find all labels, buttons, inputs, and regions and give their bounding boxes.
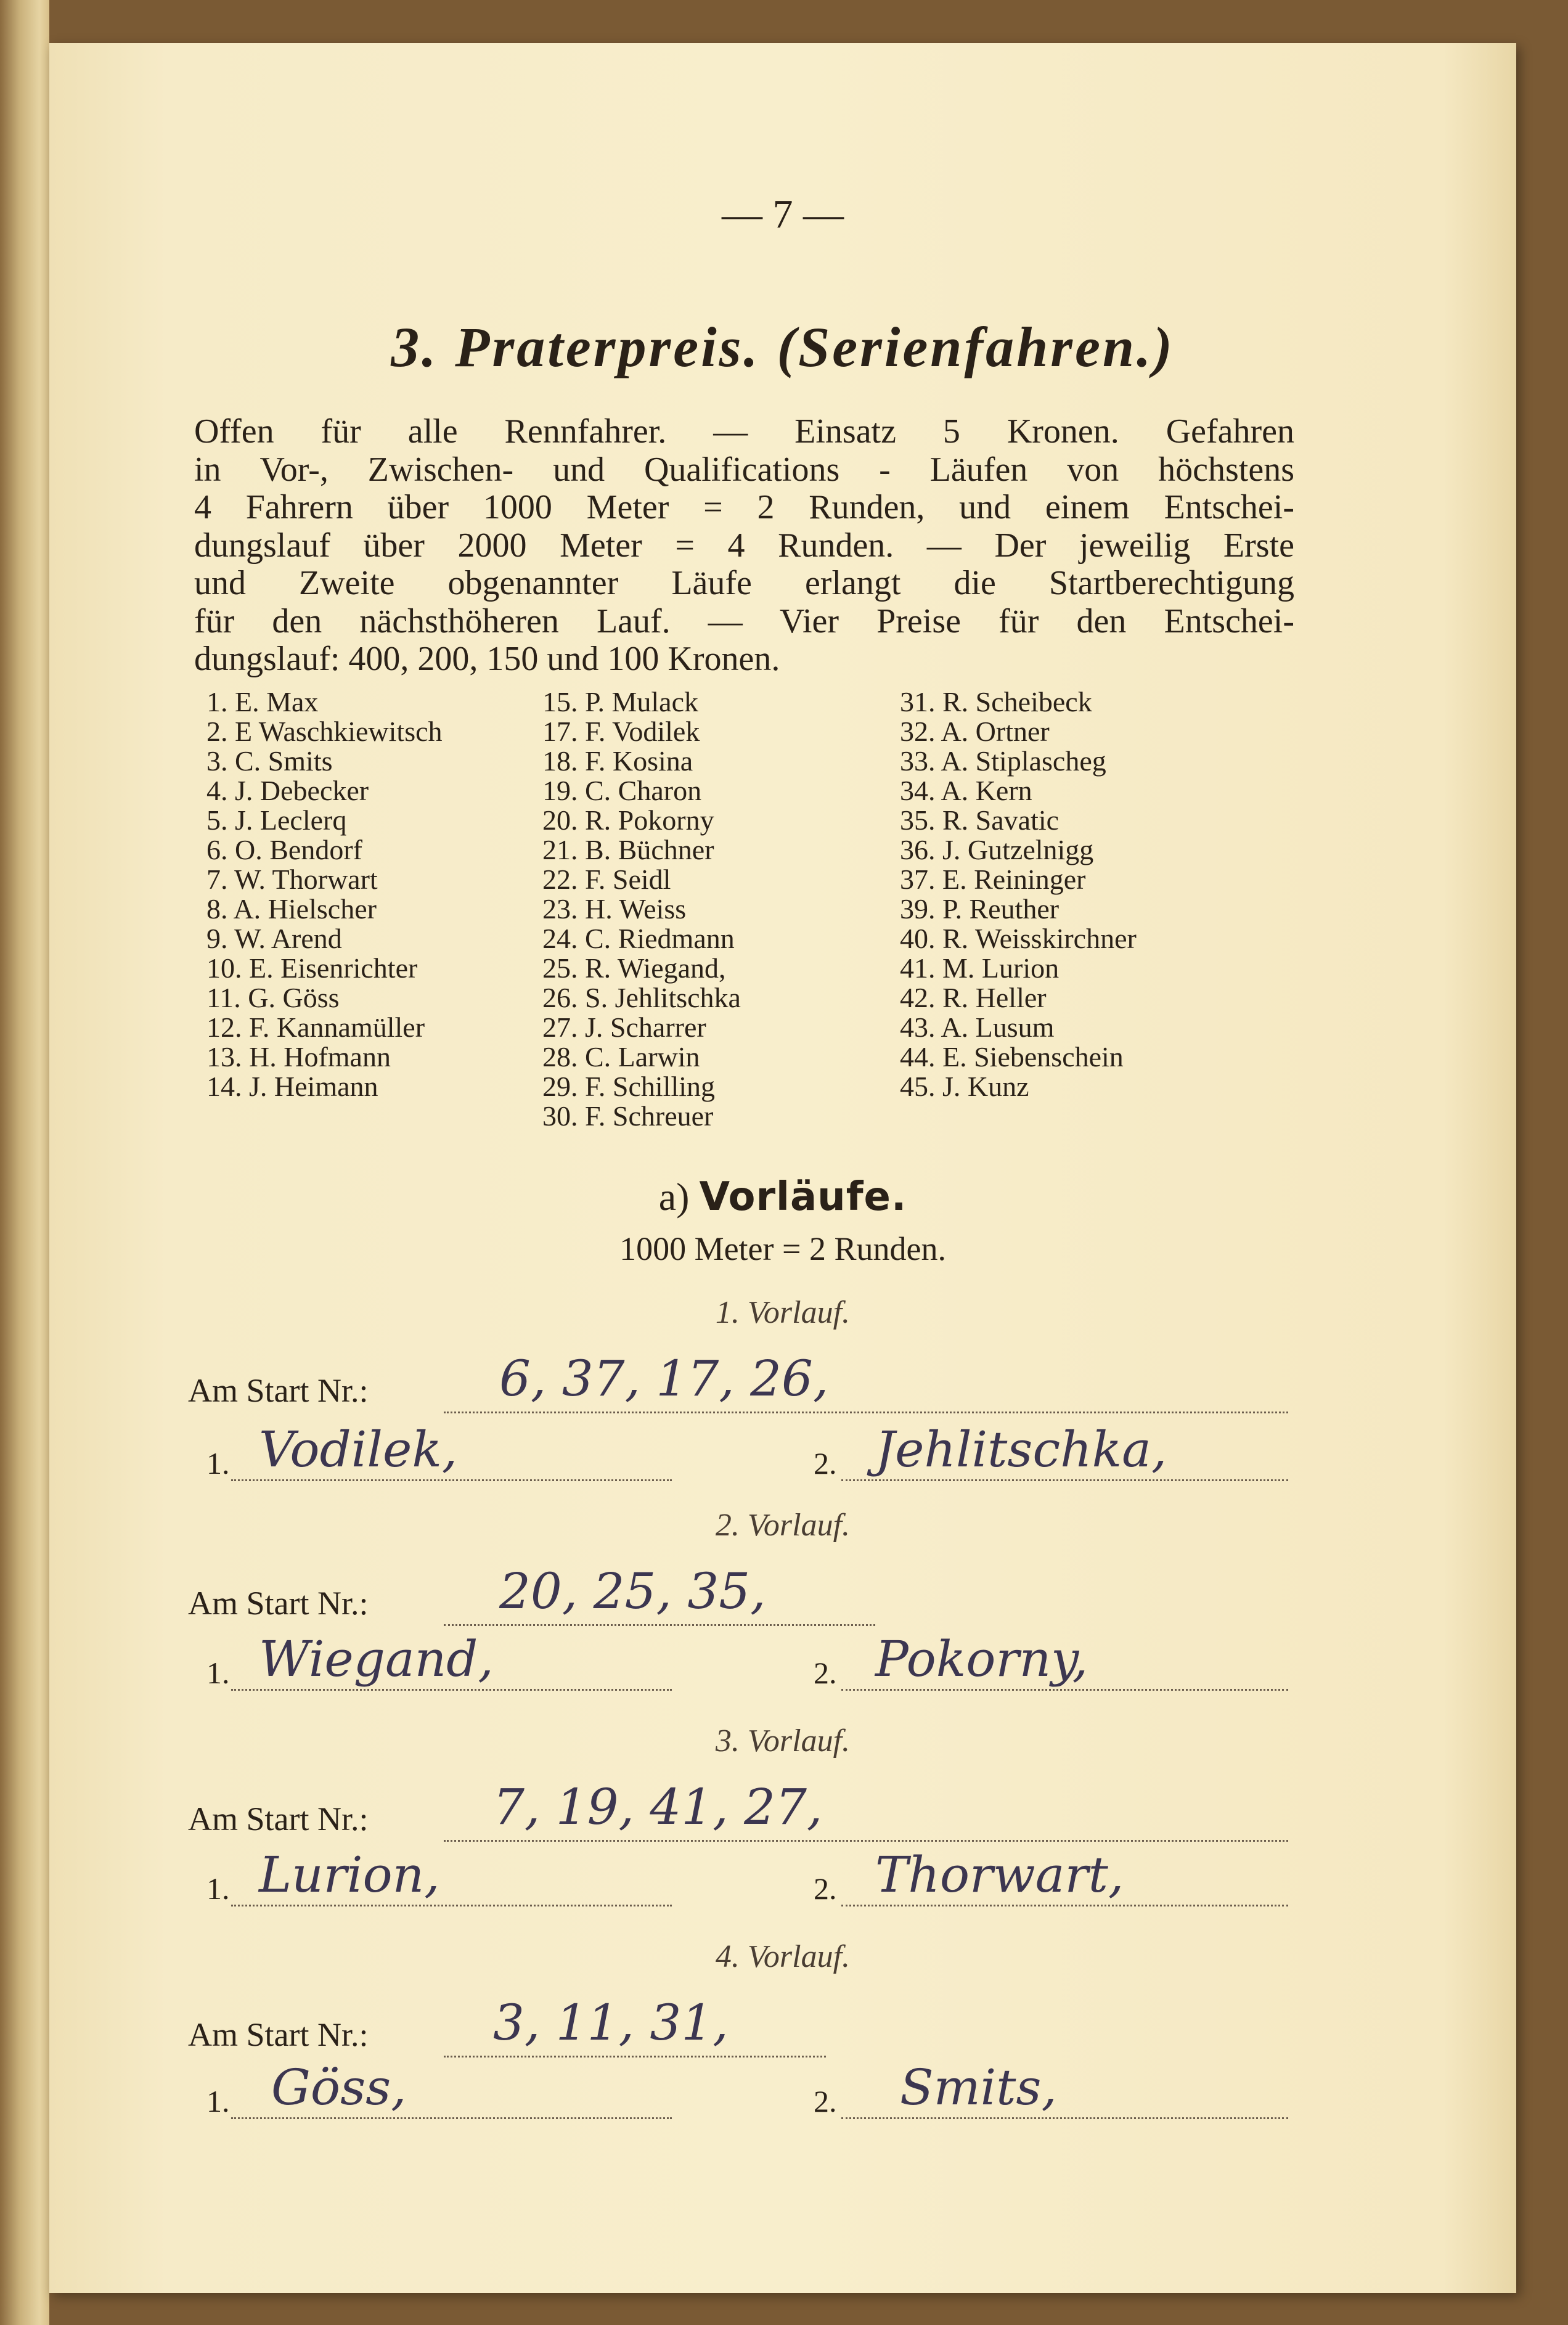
rider-entry: 23. H. Weiss [542, 893, 687, 925]
rider-entry: 13. H. Hofmann [206, 1041, 391, 1073]
rider-entry: 2. E Waschkiewitsch [206, 716, 443, 747]
second-place-label: 2. [814, 1871, 837, 1906]
second-place-label: 2. [814, 2084, 837, 2119]
rider-entry: 39. P. Reuther [900, 893, 1060, 925]
page-title: 3. Praterpreis. (Serienfahren.) [391, 316, 1175, 378]
rider-entry: 18. F. Kosina [542, 745, 693, 777]
start-label: Am Start Nr.: [188, 1800, 369, 1837]
rider-entry: 17. F. Vodilek [542, 716, 700, 747]
rider-entry: 42. R. Heller [900, 982, 1047, 1013]
rider-entry: 4. J. Debecker [206, 775, 369, 806]
rider-entry: 34. A. Kern [900, 775, 1032, 806]
rider-entry: 45. J. Kunz [900, 1071, 1029, 1102]
rider-entry: 28. C. Larwin [542, 1041, 700, 1073]
dotted-line [231, 1479, 672, 1481]
handwritten-first-place: Wiegand, [259, 1630, 494, 1688]
dotted-line [841, 2117, 1288, 2119]
description-line: in Vor-, Zwischen- und Qualifications - Läufen von höchstens [194, 450, 1294, 489]
heat-title: 2. Vorlauf. [715, 1508, 851, 1543]
rider-entry: 37. E. Reininger [900, 864, 1086, 895]
description-line: für den nächsthöheren Lauf. — Vier Preise für den Entschei- [194, 602, 1294, 640]
description-line: Offen für alle Rennfahrer. — Einsatz 5 Kronen. Gefahren [194, 412, 1294, 451]
section-prefix: a) [658, 1175, 690, 1219]
rider-list-column-3 [900, 687, 1331, 1101]
handwritten-first-place: Göss, [271, 2059, 407, 2116]
second-place-label: 2. [814, 1656, 837, 1690]
rider-list-column-2 [542, 687, 937, 1131]
rider-entry: 14. J. Heimann [206, 1071, 378, 1102]
start-label: Am Start Nr.: [188, 1372, 369, 1409]
rider-entry: 1. E. Max [206, 686, 319, 717]
dotted-line [231, 1905, 672, 1906]
rider-entry: 32. A. Ortner [900, 716, 1050, 747]
rider-entry: 24. C. Riedmann [542, 923, 735, 954]
dotted-line [444, 2056, 826, 2057]
rider-entry: 33. A. Stiplascheg [900, 745, 1106, 777]
rider-list-column-1 [206, 687, 576, 1101]
rider-entry: 27. J. Scharrer [542, 1011, 706, 1043]
start-label: Am Start Nr.: [188, 2016, 369, 2053]
dotted-line [841, 1905, 1288, 1906]
dotted-line [444, 1840, 1288, 1842]
dotted-line [444, 1624, 875, 1626]
handwritten-start-numbers: 7, 19, 41, 27, [493, 1778, 823, 1836]
rider-entry: 22. F. Seidl [542, 864, 671, 895]
handwritten-start-numbers: 3, 11, 31, [493, 1994, 729, 2051]
section-title: Vorläufe. [699, 1174, 907, 1220]
rider-entry: 40. R. Weisskirchner [900, 923, 1137, 954]
rider-entry: 5. J. Leclerq [206, 804, 347, 836]
description-line: 4 Fahrern über 1000 Meter = 2 Runden, und einem Entschei- [194, 488, 1294, 526]
first-place-label: 1. [206, 1446, 230, 1481]
rider-entry: 8. A. Hielscher [206, 893, 377, 925]
rider-entry: 29. F. Schilling [542, 1071, 716, 1102]
first-place-label: 1. [206, 1871, 230, 1906]
handwritten-second-place: Pokorny, [875, 1630, 1088, 1688]
dotted-line [841, 1479, 1288, 1481]
handwritten-second-place: Thorwart, [875, 1846, 1124, 1903]
handwritten-start-numbers: 20, 25, 35, [499, 1563, 766, 1620]
start-label: Am Start Nr.: [188, 1585, 369, 1622]
description-line: dungslauf: 400, 200, 150 und 100 Kronen. [194, 640, 780, 678]
rider-entry: 21. B. Büchner [542, 834, 714, 865]
rider-entry: 11. G. Göss [206, 982, 340, 1013]
page-number: — 7 — [722, 192, 844, 237]
rider-entry: 3. C. Smits [206, 745, 333, 777]
rider-entry: 26. S. Jehlitschka [542, 982, 741, 1013]
first-place-label: 1. [206, 1656, 230, 1690]
dotted-line [231, 2117, 672, 2119]
second-place-label: 2. [814, 1446, 837, 1481]
heat-title: 4. Vorlauf. [715, 1939, 851, 1974]
rider-entry: 15. P. Mulack [542, 686, 698, 717]
dotted-line [231, 1689, 672, 1691]
rider-entry: 31. R. Scheibeck [900, 686, 1092, 717]
handwritten-first-place: Vodilek, [259, 1421, 458, 1478]
document-page [49, 43, 1516, 2293]
distance-note: 1000 Meter = 2 Runden. [619, 1230, 946, 1267]
facing-page-edge [0, 0, 49, 2325]
rider-entry: 35. R. Savatic [900, 804, 1060, 836]
rider-entry: 41. M. Lurion [900, 952, 1060, 984]
rider-entry: 19. C. Charon [542, 775, 702, 806]
handwritten-first-place: Lurion, [259, 1846, 440, 1903]
first-place-label: 1. [206, 2084, 230, 2119]
heat-title: 1. Vorlauf. [715, 1295, 851, 1330]
dotted-line [841, 1689, 1288, 1691]
handwritten-second-place: Smits, [900, 2059, 1057, 2116]
rider-entry: 20. R. Pokorny [542, 804, 714, 836]
heat-title: 3. Vorlauf. [715, 1723, 851, 1759]
handwritten-start-numbers: 6, 37, 17, 26, [499, 1350, 829, 1407]
rider-entry: 36. J. Gutzelnigg [900, 834, 1094, 865]
handwritten-second-place: Jehlitschka, [875, 1421, 1167, 1478]
dotted-line [444, 1412, 1288, 1413]
rider-entry: 30. F. Schreuer [542, 1100, 714, 1132]
section-heading [49, 1174, 1516, 1220]
race-description [194, 413, 1294, 679]
rider-entry: 7. W. Thorwart [206, 864, 378, 895]
rider-entry: 43. A. Lusum [900, 1011, 1055, 1043]
description-line: dungslauf über 2000 Meter = 4 Runden. — Der jeweilig Erste [194, 526, 1294, 565]
rider-entry: 10. E. Eisenrichter [206, 952, 418, 984]
rider-entry: 12. F. Kannamüller [206, 1011, 425, 1043]
rider-entry: 25. R. Wiegand, [542, 952, 726, 984]
rider-entry: 6. O. Bendorf [206, 834, 362, 865]
rider-entry: 9. W. Arend [206, 923, 342, 954]
description-line: und Zweite obgenannter Läufe erlangt die Startberechtigung [194, 564, 1294, 602]
rider-entry: 44. E. Siebenschein [900, 1041, 1124, 1073]
